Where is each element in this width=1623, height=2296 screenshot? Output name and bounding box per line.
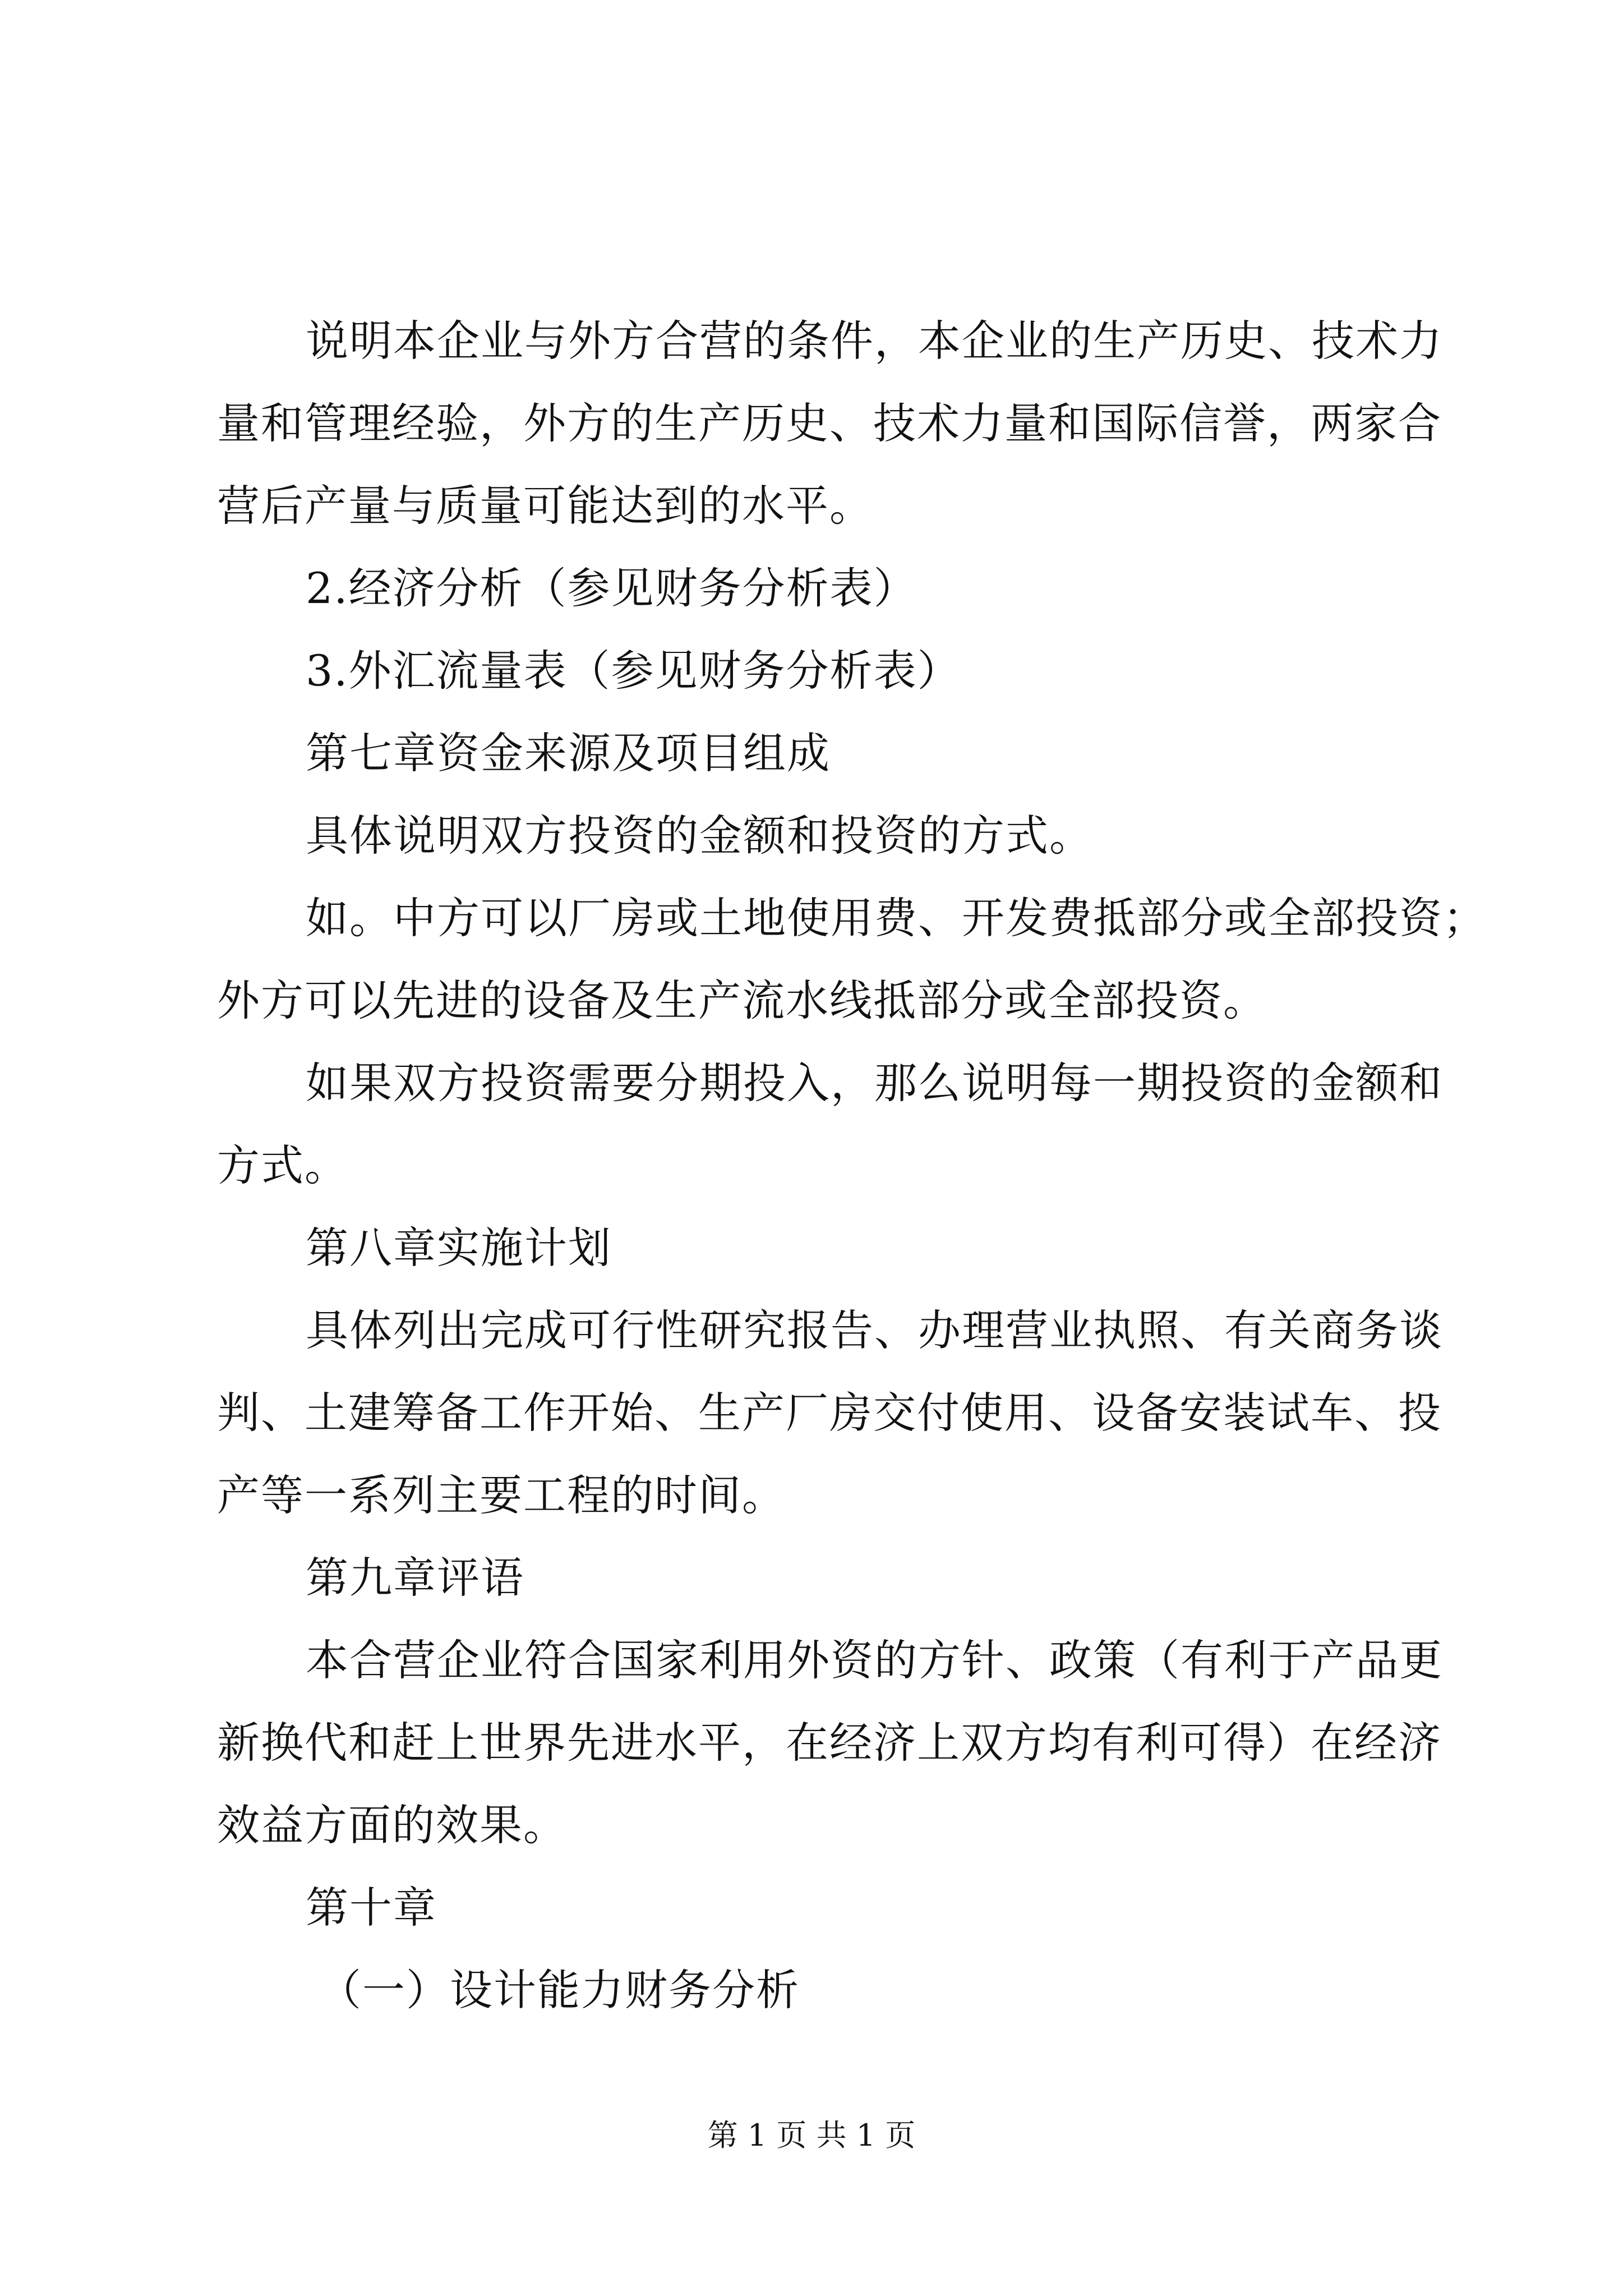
- body-text-line: 说明本企业与外方合营的条件，本企业的生产历史、技术力: [306, 316, 1443, 366]
- body-text-line: 方式。: [217, 1140, 348, 1190]
- chapter-heading-9: 第九章评语: [306, 1553, 524, 1603]
- page-footer: 第 1 页 共 1 页: [707, 2118, 916, 2153]
- body-text-line: 外方可以先进的设备及生产流水线抵部分或全部投资。: [217, 976, 1267, 1025]
- list-item-forex-flow: 3.外汇流量表（参见财务分析表）: [306, 646, 961, 696]
- section-heading-financial-analysis: （一）设计能力财务分析: [319, 1965, 800, 2015]
- body-text-line: 判、土建筹备工作开始、生产厂房交付使用、设备安装试车、投: [217, 1388, 1442, 1438]
- chapter-heading-10: 第十章: [306, 1883, 437, 1932]
- body-text-line: 营后产量与质量可能达到的水平。: [217, 481, 873, 531]
- list-item-economic-analysis: 2.经济分析（参见财务分析表）: [306, 563, 917, 613]
- body-text-line: 新换代和赶上世界先进水平，在经济上双方均有利可得）在经济: [217, 1718, 1442, 1768]
- body-text-line: 效益方面的效果。: [217, 1800, 567, 1850]
- body-text-line: 具体列出完成可行性研究报告、办理营业执照、有关商务谈: [306, 1305, 1443, 1355]
- chapter-heading-8: 第八章实施计划: [306, 1223, 612, 1273]
- body-text-line: 具体说明双方投资的金额和投资的方式。: [306, 811, 1093, 861]
- body-text-line: 本合营企业符合国家利用外资的方针、政策（有利于产品更: [306, 1635, 1443, 1685]
- chapter-heading-7: 第七章资金来源及项目组成: [306, 728, 831, 778]
- body-text-line: 如果双方投资需要分期投入，那么说明每一期投资的金额和: [306, 1058, 1443, 1108]
- body-text-line: 产等一系列主要工程的时间。: [217, 1470, 786, 1520]
- body-text-line: 如。中方可以厂房或土地使用费、开发费抵部分或全部投资；: [306, 893, 1487, 943]
- body-text-line: 量和管理经验，外方的生产历史、技术力量和国际信誉，两家合: [217, 398, 1442, 448]
